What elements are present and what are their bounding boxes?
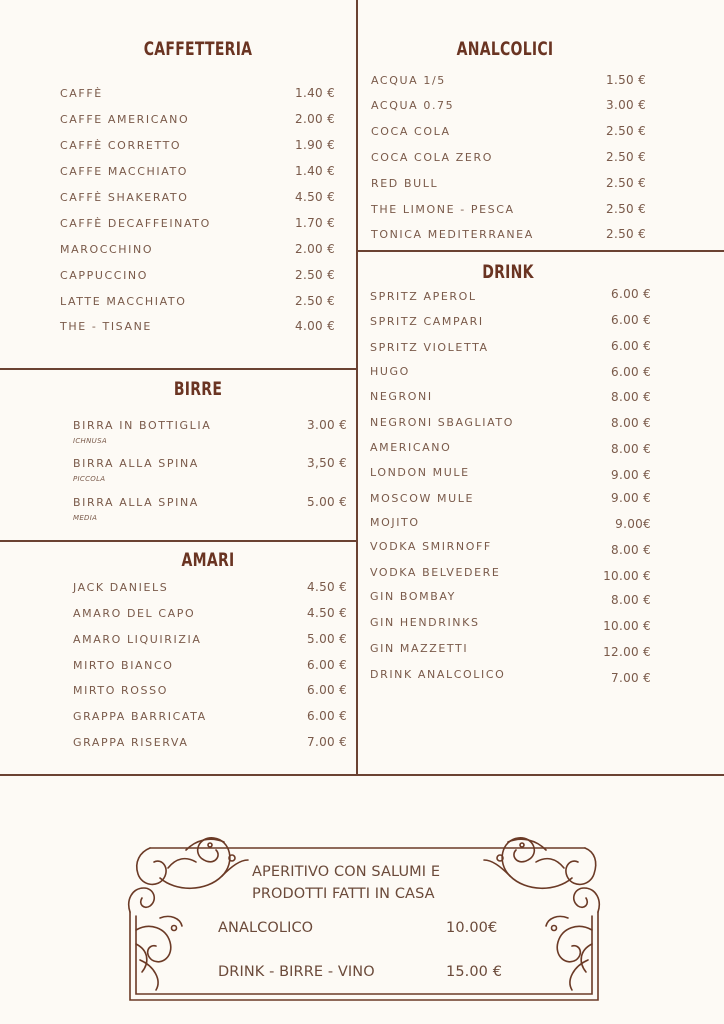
menu-item-price: 7.00 €: [611, 671, 651, 685]
menu-item-price: 8.00 €: [611, 593, 651, 607]
menu-item-price: 2.00 €: [295, 242, 335, 256]
menu-item-price: 6.00 €: [611, 287, 651, 301]
menu-item-price: 1.40 €: [295, 164, 335, 178]
menu-item-name: RED BULL: [371, 177, 439, 190]
menu-item-price: 3.00 €: [307, 418, 347, 432]
menu-item-name: MIRTO BIANCO: [73, 659, 174, 672]
menu-item-name: SPRITZ APEROL: [370, 290, 477, 303]
menu-item-price: 9.00 €: [611, 468, 651, 482]
menu-item-price: 2.50 €: [606, 124, 646, 138]
menu-item-name: CAFFÈ SHAKERATO: [60, 191, 189, 204]
menu-item-price: 2.50 €: [606, 227, 646, 241]
menu-item-price: 2.50 €: [295, 268, 335, 282]
menu-item-price: 1.40 €: [295, 86, 335, 100]
menu-item-price: 8.00 €: [611, 442, 651, 456]
menu-item-price: 3,50 €: [307, 456, 347, 470]
menu-item-name: NEGRONI: [370, 390, 433, 403]
menu-item-name: BIRRA ALLA SPINA: [73, 457, 199, 470]
menu-item-name: MOJITO: [370, 516, 420, 529]
menu-item-price: 6.00 €: [307, 658, 347, 672]
menu-item-price: 1.50 €: [606, 73, 646, 87]
center-vertical-divider: [356, 0, 358, 775]
menu-item-price: 9.00 €: [611, 491, 651, 505]
menu-item-name: AMARO DEL CAPO: [73, 607, 196, 620]
aperitivo-option-price: 15.00 €: [446, 964, 503, 980]
menu-item-price: 8.00 €: [611, 543, 651, 557]
menu-item-name: AMERICANO: [370, 441, 452, 454]
menu-item-name: AMARO LIQUIRIZIA: [73, 633, 202, 646]
menu-item-name: ACQUA 1/5: [371, 74, 446, 87]
menu-item-name: CAFFE MACCHIATO: [60, 165, 189, 178]
menu-item-name: GRAPPA RISERVA: [73, 736, 189, 749]
menu-item-price: 6.00 €: [307, 683, 347, 697]
menu-item-name: CAFFÈ: [60, 87, 103, 100]
analcolici-bottom-divider: [357, 250, 724, 252]
menu-item-name: THE LIMONE - PESCA: [371, 203, 515, 216]
menu-item-price: 10.00 €: [603, 619, 651, 633]
menu-item-price: 9.00€: [615, 517, 651, 531]
menu-item-price: 2.00 €: [295, 112, 335, 126]
menu-item-name: CAFFE AMERICANO: [60, 113, 190, 126]
menu-item-price: 4.00 €: [295, 319, 335, 333]
menu-item-name: GIN BOMBAY: [370, 590, 456, 603]
menu-item-name: LONDON MULE: [370, 466, 470, 479]
menu-item-name: VODKA SMIRNOFF: [370, 540, 492, 553]
menu-item-name: THE - TISANE: [60, 320, 152, 333]
menu-item-name: SPRITZ VIOLETTA: [370, 341, 489, 354]
menu-item-note: PICCOLA: [73, 475, 106, 483]
menu-item-price: 12.00 €: [603, 645, 651, 659]
menu-item-name: GIN MAZZETTI: [370, 642, 469, 655]
menu-item-name: CAFFÈ CORRETTO: [60, 139, 182, 152]
menu-item-name: HUGO: [370, 365, 410, 378]
menu-item-price: 2.50 €: [606, 202, 646, 216]
menu-item-price: 8.00 €: [611, 416, 651, 430]
menu-item-name: LATTE MACCHIATO: [60, 295, 187, 308]
menu-item-price: 6.00 €: [611, 313, 651, 327]
menu-item-note: MEDIA: [73, 514, 98, 522]
menu-item-name: NEGRONI SBAGLIATO: [370, 416, 514, 429]
menu-item-price: 5.00 €: [307, 632, 347, 646]
menu-item-price: 2.50 €: [606, 176, 646, 190]
menu-item-name: TONICA MEDITERRANEA: [371, 228, 534, 241]
drink-title: DRINK: [482, 261, 534, 283]
menu-item-price: 3.00 €: [606, 98, 646, 112]
menu-item-price: 6.00 €: [307, 709, 347, 723]
menu-item-name: SPRITZ CAMPARI: [370, 315, 484, 328]
menu-item-name: MIRTO ROSSO: [73, 684, 168, 697]
menu-item-price: 2.50 €: [606, 150, 646, 164]
menu-item-price: 7.00 €: [307, 735, 347, 749]
menu-item-name: CAPPUCCINO: [60, 269, 149, 282]
menu-item-name: MOSCOW MULE: [370, 492, 475, 505]
menu-item-name: COCA COLA ZERO: [371, 151, 493, 164]
menu-item-name: VODKA BELVEDERE: [370, 566, 501, 579]
menu-item-name: BIRRA ALLA SPINA: [73, 496, 199, 509]
menu-item-price: 6.00 €: [611, 339, 651, 353]
menu-item-name: JACK DANIELS: [73, 581, 169, 594]
menu-item-price: 1.70 €: [295, 216, 335, 230]
analcolici-title: ANALCOLICI: [456, 38, 554, 60]
amari-title: AMARI: [181, 549, 235, 571]
aperitivo-option-price: 10.00€: [446, 920, 498, 936]
menu-item-price: 8.00 €: [611, 390, 651, 404]
birre-bottom-divider: [0, 540, 357, 542]
menu-item-name: MAROCCHINO: [60, 243, 154, 256]
menu-item-name: GIN HENDRINKS: [370, 616, 480, 629]
left-bottom-divider: [0, 774, 357, 776]
aperitivo-option-name: DRINK - BIRRE - VINO: [218, 964, 375, 980]
menu-item-name: CAFFÈ DECAFFEINATO: [60, 217, 211, 230]
menu-item-note: ICHNUSA: [73, 437, 107, 445]
caffetteria-bottom-divider: [0, 368, 357, 370]
aperitivo-title-line1: APERITIVO CON SALUMI E: [252, 864, 441, 880]
aperitivo-option-name: ANALCOLICO: [218, 920, 314, 936]
menu-item-price: 4.50 €: [307, 606, 347, 620]
birre-title: BIRRE: [173, 378, 223, 400]
menu-item-name: DRINK ANALCOLICO: [370, 668, 506, 681]
menu-item-price: 4.50 €: [307, 580, 347, 594]
right-bottom-divider: [357, 774, 724, 776]
menu-item-price: 4.50 €: [295, 190, 335, 204]
menu-item-price: 1.90 €: [295, 138, 335, 152]
aperitivo-title-line2: PRODOTTI FATTI IN CASA: [252, 886, 435, 902]
menu-item-name: ACQUA 0.75: [371, 99, 455, 112]
menu-item-name: GRAPPA BARRICATA: [73, 710, 207, 723]
menu-item-price: 10.00 €: [603, 569, 651, 583]
menu-item-price: 5.00 €: [307, 495, 347, 509]
menu-item-price: 6.00 €: [611, 365, 651, 379]
menu-item-name: BIRRA IN BOTTIGLIA: [73, 419, 212, 432]
menu-item-name: COCA COLA: [371, 125, 451, 138]
caffetteria-title: CAFFETTERIA: [143, 38, 253, 60]
menu-item-price: 2.50 €: [295, 294, 335, 308]
